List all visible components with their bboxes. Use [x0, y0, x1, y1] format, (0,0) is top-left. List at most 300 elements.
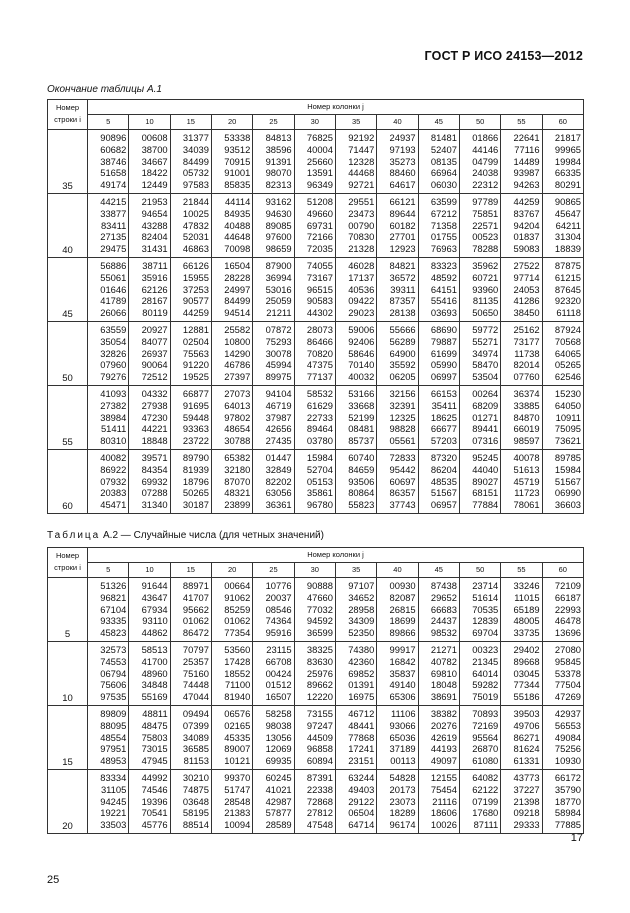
random-number: 89027 [472, 475, 499, 487]
random-number: 64050 [554, 399, 581, 411]
column-label: 5 [88, 115, 129, 130]
random-number: 18422 [141, 167, 168, 179]
random-number: 21271 [430, 643, 457, 655]
random-number: 06030 [430, 179, 457, 191]
random-number: 79887 [430, 335, 457, 347]
random-number: 65036 [389, 731, 416, 743]
random-number: 25976 [306, 667, 333, 679]
random-number: 89975 [265, 371, 292, 383]
random-number: 73177 [513, 335, 540, 347]
random-number: 96174 [389, 819, 416, 831]
random-number: 38325 [306, 643, 333, 655]
number-cell [294, 705, 335, 769]
random-number: 40488 [224, 219, 251, 231]
random-number: 12155 [430, 771, 457, 783]
random-number: 61118 [556, 307, 581, 319]
number-cell [377, 449, 418, 513]
number-cell [418, 130, 459, 194]
random-number: 01837 [513, 231, 540, 243]
random-number: 28228 [224, 271, 251, 283]
random-number: 66153 [430, 387, 457, 399]
number-cell [542, 321, 583, 385]
number-cell [129, 385, 170, 449]
number-cell [459, 130, 500, 194]
random-number: 00424 [265, 667, 292, 679]
random-number: 22338 [306, 783, 333, 795]
random-number: 83323 [430, 259, 457, 271]
random-number: 71100 [224, 679, 251, 691]
random-number: 86271 [513, 731, 540, 743]
random-number: 53504 [472, 371, 499, 383]
random-number: 62126 [141, 283, 168, 295]
random-number: 67104 [100, 603, 127, 615]
random-number: 35861 [306, 487, 333, 499]
number-cell [418, 385, 459, 449]
number-cell [253, 449, 294, 513]
number-cell [335, 769, 376, 833]
random-number: 21116 [432, 795, 457, 807]
random-number: 22571 [472, 219, 499, 231]
random-number: 77354 [224, 627, 251, 639]
table-row [48, 449, 584, 513]
random-number: 21345 [472, 655, 499, 667]
random-number: 84499 [182, 155, 209, 167]
random-number: 70893 [472, 707, 499, 719]
random-number: 28138 [389, 307, 416, 319]
random-number: 13591 [306, 167, 333, 179]
random-number: 92320 [554, 295, 581, 307]
random-number: 68690 [430, 323, 457, 335]
random-number: 44040 [472, 463, 499, 475]
row-number: 35 [48, 130, 88, 194]
random-number: 38711 [142, 259, 168, 271]
random-number: 61629 [306, 399, 333, 411]
number-cell [253, 193, 294, 257]
random-number: 33885 [513, 399, 540, 411]
random-number: 89790 [182, 451, 209, 463]
random-number: 64082 [472, 771, 499, 783]
random-number: 99370 [224, 771, 251, 783]
random-number: 00113 [390, 755, 416, 767]
random-number: 21211 [266, 307, 292, 319]
random-number: 87875 [554, 259, 581, 271]
random-number: 34667 [141, 155, 168, 167]
number-cell [418, 578, 459, 642]
random-number: 87320 [430, 451, 457, 463]
random-number: 84821 [389, 259, 416, 271]
random-number: 98038 [265, 719, 292, 731]
random-number: 21398 [513, 795, 540, 807]
random-number: 90865 [554, 195, 581, 207]
random-number: 01271 [472, 411, 499, 423]
random-number: 87111 [473, 819, 499, 831]
random-number: 44509 [306, 731, 333, 743]
row-number-header: Номер строки i [48, 548, 88, 578]
number-cell [459, 705, 500, 769]
random-number: 39571 [141, 451, 168, 463]
number-cell [129, 705, 170, 769]
random-number: 10930 [554, 755, 581, 767]
row-number: 40 [48, 193, 88, 257]
random-number: 01062 [224, 615, 251, 627]
random-number: 48953 [100, 755, 127, 767]
random-number: 48960 [141, 667, 168, 679]
random-number: 61331 [513, 755, 540, 767]
random-number: 24437 [430, 615, 457, 627]
random-number: 39311 [390, 283, 416, 295]
random-number: 31340 [141, 499, 168, 511]
number-cell [377, 130, 418, 194]
random-number: 25357 [182, 655, 209, 667]
random-number: 12220 [306, 691, 333, 703]
row-number: 10 [48, 641, 88, 705]
number-cell [294, 257, 335, 321]
random-number: 98532 [430, 627, 457, 639]
random-number: 90583 [306, 295, 333, 307]
random-number: 35054 [100, 335, 127, 347]
number-cell [335, 193, 376, 257]
random-number: 84499 [224, 295, 251, 307]
random-number: 11015 [514, 591, 540, 603]
number-cell [294, 641, 335, 705]
random-number: 32180 [224, 463, 251, 475]
random-number: 58258 [265, 707, 292, 719]
number-cell [253, 257, 294, 321]
random-number: 60182 [389, 219, 416, 231]
random-number: 52407 [430, 143, 457, 155]
random-number: 45776 [141, 819, 168, 831]
random-number: 10800 [224, 335, 251, 347]
random-number: 47269 [554, 691, 581, 703]
random-number: 56553 [554, 719, 581, 731]
number-cell [88, 193, 129, 257]
table1 [47, 99, 584, 514]
random-number: 89085 [265, 219, 292, 231]
random-number: 97193 [389, 143, 416, 155]
number-cell [211, 641, 252, 705]
number-cell [459, 578, 500, 642]
random-number: 70820 [306, 347, 333, 359]
random-number: 73167 [306, 271, 333, 283]
random-number: 07288 [141, 487, 168, 499]
number-cell [170, 449, 211, 513]
random-number: 44862 [141, 627, 168, 639]
random-number: 97247 [306, 719, 333, 731]
random-number: 29122 [348, 795, 375, 807]
random-number: 41093 [100, 387, 127, 399]
table2-caption [47, 530, 324, 541]
number-cell [294, 130, 335, 194]
random-number: 82313 [265, 179, 292, 191]
random-number: 44221 [141, 423, 168, 435]
random-number: 74364 [265, 615, 292, 627]
random-number: 41789 [100, 295, 127, 307]
random-number: 11723 [514, 487, 540, 499]
number-cell [377, 705, 418, 769]
table-row [48, 193, 584, 257]
random-number: 42360 [348, 655, 375, 667]
random-number: 49706 [513, 719, 540, 731]
number-cell [253, 705, 294, 769]
random-number: 06957 [430, 499, 457, 511]
random-number: 23722 [182, 435, 209, 447]
random-number: 89785 [554, 451, 581, 463]
random-number: 44259 [513, 195, 540, 207]
random-number: 18552 [224, 667, 251, 679]
random-number: 35837 [389, 667, 416, 679]
number-cell [335, 385, 376, 449]
random-number: 31431 [141, 243, 168, 255]
random-number: 97714 [513, 271, 540, 283]
random-number: 12923 [389, 243, 416, 255]
number-cell [418, 705, 459, 769]
number-cell [129, 449, 170, 513]
random-number: 97600 [265, 231, 292, 243]
random-number: 17241 [348, 743, 375, 755]
random-number: 97535 [100, 691, 127, 703]
random-number: 05561 [389, 435, 416, 447]
random-number: 13056 [265, 731, 292, 743]
random-number: 55169 [141, 691, 168, 703]
random-number: 82202 [265, 475, 292, 487]
number-cell [211, 449, 252, 513]
random-number: 93335 [100, 615, 127, 627]
random-number: 15230 [554, 387, 581, 399]
number-cell [88, 705, 129, 769]
random-number: 65306 [389, 691, 416, 703]
random-number: 22641 [513, 132, 540, 143]
random-number: 47375 [306, 359, 333, 371]
random-number: 79276 [100, 371, 127, 383]
number-cell [542, 705, 583, 769]
random-number: 63559 [100, 323, 127, 335]
random-number: 75256 [554, 743, 581, 755]
column-label: 55 [501, 115, 542, 130]
random-number: 26937 [141, 347, 168, 359]
random-number: 95564 [472, 731, 499, 743]
random-number: 11106 [390, 707, 416, 719]
number-cell [211, 257, 252, 321]
random-number: 22993 [554, 603, 581, 615]
random-number: 76825 [306, 132, 333, 143]
random-number: 87924 [554, 323, 581, 335]
random-number: 44259 [182, 307, 209, 319]
number-cell [459, 321, 500, 385]
random-number: 19984 [554, 155, 581, 167]
random-number: 77116 [514, 143, 540, 155]
random-number: 63599 [430, 195, 457, 207]
random-number: 56289 [389, 335, 416, 347]
random-number: 83767 [513, 207, 540, 219]
random-number: 10121 [224, 755, 251, 767]
random-number: 87070 [224, 475, 251, 487]
random-number: 51567 [430, 487, 457, 499]
random-number: 17680 [472, 807, 499, 819]
number-cell [211, 769, 252, 833]
random-number: 42656 [265, 423, 292, 435]
row-number: 50 [48, 321, 88, 385]
random-number: 90896 [100, 132, 127, 143]
column-label: 15 [170, 115, 211, 130]
random-number: 47832 [182, 219, 209, 231]
number-cell [170, 130, 211, 194]
number-cell [88, 130, 129, 194]
random-number: 37189 [389, 743, 416, 755]
random-number: 66335 [554, 167, 581, 179]
random-number: 35790 [554, 783, 581, 795]
number-cell [459, 641, 500, 705]
random-number: 59083 [513, 243, 540, 255]
random-number: 93987 [513, 167, 540, 179]
random-number: 69935 [265, 755, 292, 767]
random-number: 49403 [348, 783, 375, 795]
random-number: 88514 [182, 819, 209, 831]
random-number: 59448 [182, 411, 209, 423]
random-number: 94514 [224, 307, 251, 319]
random-number: 86204 [430, 463, 457, 475]
random-number: 33735 [513, 627, 540, 639]
column-label: 45 [418, 563, 459, 578]
random-number: 57877 [265, 807, 292, 819]
random-number: 58646 [348, 347, 375, 359]
random-number: 07960 [100, 359, 127, 371]
random-number: 33503 [100, 819, 127, 831]
random-number: 81481 [430, 132, 457, 143]
random-number: 24038 [472, 167, 499, 179]
random-number: 90577 [182, 295, 209, 307]
random-number: 44193 [430, 743, 457, 755]
random-number: 97789 [472, 195, 499, 207]
random-number: 89464 [306, 423, 333, 435]
random-number: 00930 [389, 580, 416, 591]
random-number: 12881 [182, 323, 209, 335]
number-cell [211, 193, 252, 257]
page-number-right: 17 [570, 832, 583, 844]
random-number: 18839 [554, 243, 581, 255]
random-number: 84659 [348, 463, 375, 475]
random-number: 60721 [472, 271, 499, 283]
random-number: 80864 [348, 487, 375, 499]
random-number: 81153 [183, 755, 209, 767]
random-number: 81939 [182, 463, 209, 475]
random-number: 78061 [513, 499, 540, 511]
random-number: 32573 [100, 643, 127, 655]
table2 [47, 547, 584, 834]
random-number: 45335 [224, 731, 251, 743]
random-number: 89662 [306, 679, 333, 691]
number-cell [129, 641, 170, 705]
random-number: 80291 [554, 179, 581, 191]
table2-caption-prefix: Таблица [47, 530, 101, 541]
random-number: 77344 [513, 679, 540, 691]
random-number: 25059 [265, 295, 292, 307]
number-cell [170, 578, 211, 642]
random-number: 21383 [224, 807, 251, 819]
random-number: 93363 [182, 423, 209, 435]
random-number: 06504 [348, 807, 375, 819]
random-number: 84813 [265, 132, 292, 143]
column-label: 30 [294, 115, 335, 130]
random-number: 49660 [306, 207, 333, 219]
random-number: 75454 [430, 783, 457, 795]
number-cell [129, 769, 170, 833]
random-number: 28548 [224, 795, 251, 807]
number-cell [253, 321, 294, 385]
random-number: 59772 [472, 323, 499, 335]
random-number: 45719 [513, 475, 540, 487]
random-number: 48535 [430, 475, 457, 487]
random-number: 45823 [100, 627, 127, 639]
random-number: 74553 [100, 655, 127, 667]
random-number: 21953 [141, 195, 168, 207]
random-number: 66126 [182, 259, 209, 271]
random-number: 32156 [389, 387, 416, 399]
random-number: 74448 [182, 679, 209, 691]
table-row [48, 641, 584, 705]
column-label: 30 [294, 563, 335, 578]
number-cell [211, 385, 252, 449]
random-number: 55416 [430, 295, 457, 307]
random-number: 12069 [265, 743, 292, 755]
column-label: 35 [335, 115, 376, 130]
random-number: 58532 [306, 387, 333, 399]
random-number: 44992 [141, 771, 168, 783]
random-number: 92406 [348, 335, 375, 347]
random-number: 20383 [100, 487, 127, 499]
random-number: 20276 [430, 719, 457, 731]
number-cell [542, 578, 583, 642]
number-cell [501, 193, 542, 257]
random-number: 69810 [430, 667, 457, 679]
random-number: 93960 [472, 283, 499, 295]
random-number: 48592 [430, 271, 457, 283]
table1-caption: Окончание таблицы А.1 [47, 84, 162, 95]
random-number: 51747 [224, 783, 251, 795]
random-number: 80119 [142, 307, 168, 319]
number-cell [170, 321, 211, 385]
column-label: 25 [253, 115, 294, 130]
random-number: 55823 [348, 499, 375, 511]
number-cell [170, 193, 211, 257]
random-number: 24053 [513, 283, 540, 295]
random-number: 83411 [100, 219, 127, 231]
number-cell [253, 578, 294, 642]
random-number: 25162 [513, 323, 540, 335]
random-number: 44468 [348, 167, 375, 179]
random-number: 48554 [100, 731, 127, 743]
random-number: 00664 [224, 580, 251, 591]
random-number: 32826 [100, 347, 127, 359]
number-cell [211, 130, 252, 194]
column-label: 15 [170, 563, 211, 578]
random-number: 40004 [306, 143, 333, 155]
random-number: 19396 [141, 795, 168, 807]
number-cell [418, 321, 459, 385]
random-number: 72868 [306, 795, 333, 807]
random-number: 93162 [265, 195, 292, 207]
random-number: 47548 [306, 819, 333, 831]
random-number: 03045 [513, 667, 540, 679]
row-number: 55 [48, 385, 88, 449]
random-number: 05990 [430, 359, 457, 371]
number-cell [294, 449, 335, 513]
random-number: 27397 [224, 371, 251, 383]
number-cell [542, 769, 583, 833]
random-number: 38450 [513, 307, 540, 319]
random-number: 72833 [389, 451, 416, 463]
number-cell [459, 769, 500, 833]
random-number: 18796 [182, 475, 209, 487]
